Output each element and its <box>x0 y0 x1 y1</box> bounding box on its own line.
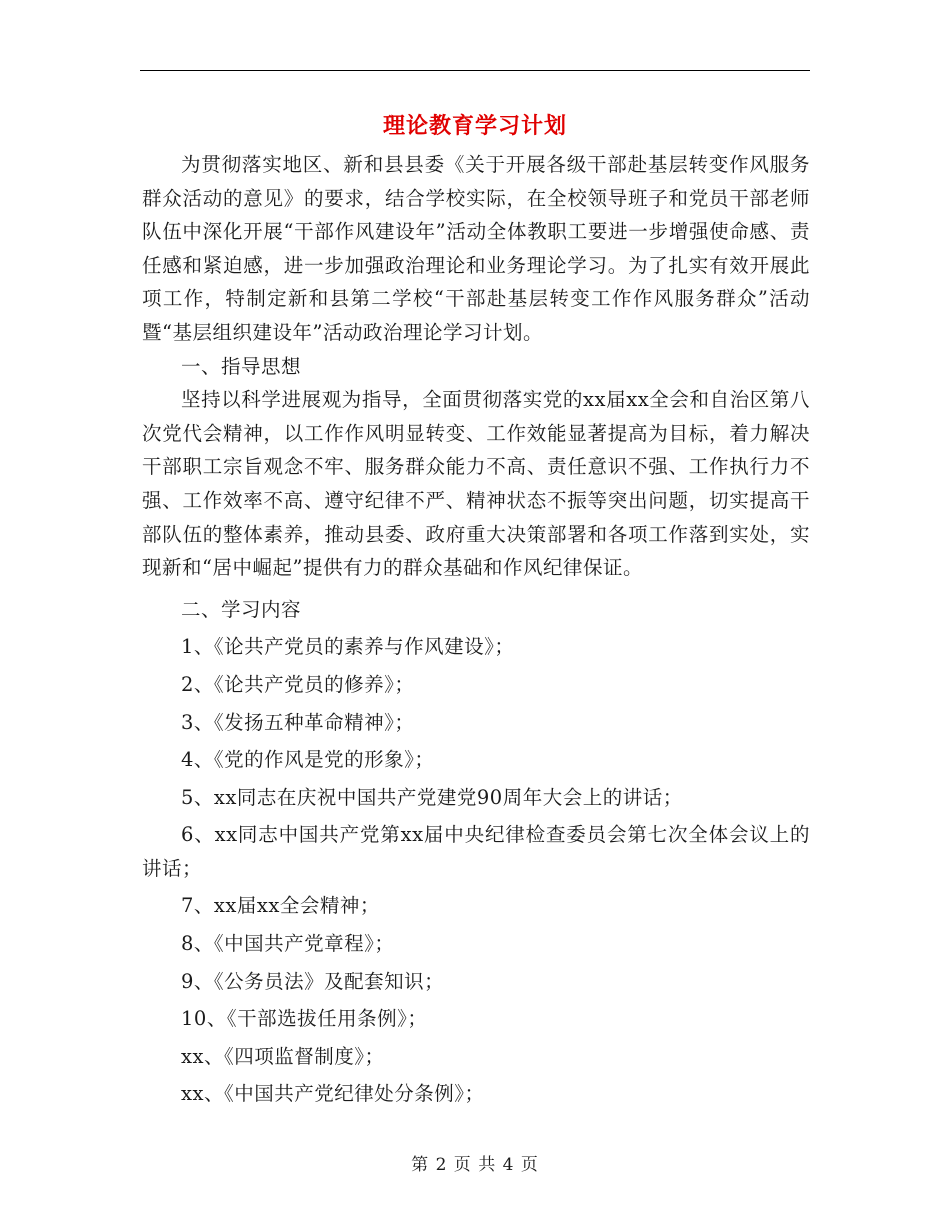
section-heading-study-content: 二、学习内容 <box>181 597 302 621</box>
study-item: 9、《公务员法》及配套知识； <box>181 969 445 993</box>
document-title: 理论教育学习计划 <box>382 113 567 139</box>
study-item: xx、《中国共产党纪律处分条例》； <box>181 1082 485 1106</box>
study-item: 7、xx届xx全会精神； <box>181 894 380 918</box>
page-number-footer: 第 2 页 共 4 页 <box>411 1155 539 1175</box>
study-item: 10、《干部选拔任用条例》； <box>181 1007 428 1031</box>
guiding-ideology-paragraph: 坚持以科学进展观为指导，全面贯彻落实党的xx届xx全会和自治区第八次党代会精神，以工作作风明显转变、工作效能显著提高为目标，着力解决干部职工宗旨观念不牢、服务群众能力不高、责任意识不强、工作执行力不强、工作效率不高、遵守纪律不严、精神状态不振等突出问题，切实提高干部队伍的整体素养，推动县委、政府重大决策部署和各项工作落到实处，实现新和“居中崛起”提供有力的群众基础和作风纪律保证。 <box>142 388 810 580</box>
document-body <box>142 148 810 1111</box>
study-item: 6、xx同志中国共产党第xx届中央纪律检查委员会第七次全体会议上的讲话； <box>142 823 810 880</box>
header-rule <box>140 70 810 71</box>
study-item: 2、《论共产党员的修养》； <box>181 672 415 696</box>
intro-paragraph: 为贯彻落实地区、新和县县委《关于开展各级干部赴基层转变作风服务群众活动的意见》的要求，结合学校实际，在全校领导班子和党员干部老师队伍中深化开展“干部作风建设年”活动全体教职工要进一步增强使命感、责任感和紧迫感，进一步加强政治理论和业务理论学习。为了扎实有效开展此项工作，特制定新和县第二学校“干部赴基层转变工作作风服务群众”活动暨“基层组织建设年”活动政治理论学习计划。 <box>142 153 810 344</box>
study-item: 8、《中国共产党章程》； <box>181 932 395 956</box>
section-heading-guiding-ideology: 一、指导思想 <box>181 354 302 378</box>
study-item: 4、《党的作风是党的形象》； <box>181 748 435 772</box>
study-item: xx、《四项监督制度》； <box>181 1044 385 1068</box>
study-item: 5、xx同志在庆祝中国共产党建党90周年大会上的讲话； <box>181 785 683 809</box>
study-item: 1、《论共产党员的素养与作风建设》； <box>181 635 515 659</box>
study-item: 3、《发扬五种革命精神》； <box>181 710 415 734</box>
